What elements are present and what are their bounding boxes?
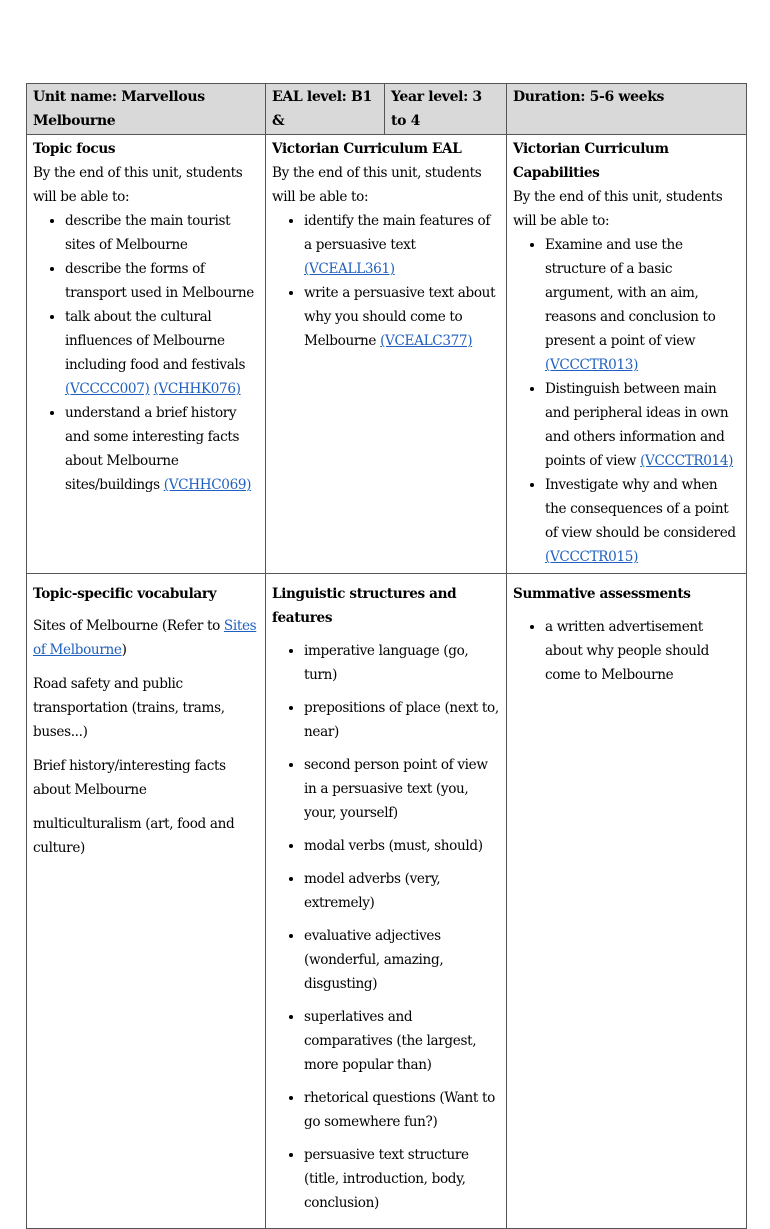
list-item: • a written advertisement about why people should come to Melbourne xyxy=(545,615,740,687)
list-item-text: identify the main features of a persuasive text xyxy=(304,213,490,253)
vocabulary-item: Road safety and public transportation (trains, trams, buses...) xyxy=(33,676,225,740)
topic-focus-intro: By the end of this unit, students will be able to: xyxy=(33,165,243,205)
curriculum-code-link[interactable]: (VCCCC007) xyxy=(65,381,150,397)
vc-eal-list xyxy=(272,209,500,353)
list-item xyxy=(65,257,259,305)
topic-focus-list xyxy=(33,209,259,497)
sites-of-melbourne-link[interactable]: Sites of Melbourne xyxy=(33,618,257,658)
list-item: • modal verbs (must, should) xyxy=(304,834,500,858)
list-item-text: write a persuasive text about why you should come to Melbourne xyxy=(304,285,496,349)
list-item xyxy=(65,209,259,257)
summative-list xyxy=(513,615,740,687)
vc-capabilities-list xyxy=(513,233,740,569)
vc-eal-heading: Victorian Curriculum EAL xyxy=(272,141,462,157)
list-item-text: describe the forms of transport used in Melbourne xyxy=(65,261,254,301)
summative-cell xyxy=(507,574,747,1229)
unit-plan-document xyxy=(26,83,746,1229)
curriculum-code-link[interactable]: (VCCCTR014) xyxy=(640,453,734,469)
list-item-text: understand a brief history and some interesting facts about Melbourne sites/buildings xyxy=(65,405,240,493)
list-item xyxy=(545,233,740,377)
vc-capabilities-intro: By the end of this unit, students will be able to: xyxy=(513,189,723,229)
list-item xyxy=(65,305,259,401)
curriculum-code-link[interactable]: (VCHHC069) xyxy=(163,477,252,493)
list-item: • superlatives and comparatives (the largest, more popular than) xyxy=(304,1005,500,1077)
list-item xyxy=(545,473,740,569)
list-item xyxy=(545,377,740,473)
vocabulary-item xyxy=(33,614,259,662)
unit-name-cell: Unit name: Marvellous Melbourne xyxy=(27,84,266,135)
vocabulary-text: Sites of Melbourne (Refer to xyxy=(33,618,224,634)
list-item xyxy=(304,209,500,281)
list-item: • rhetorical questions (Want to go somewhere fun?) xyxy=(304,1086,500,1134)
topic-focus-heading: Topic focus xyxy=(33,141,116,157)
vc-eal-cell xyxy=(266,135,507,574)
topic-focus-cell xyxy=(27,135,266,574)
list-item xyxy=(65,401,259,497)
vocabulary-cell xyxy=(27,574,266,1229)
curriculum-code-link[interactable]: (VCCCTR013) xyxy=(545,357,639,373)
content-row xyxy=(27,574,747,1229)
vc-capabilities-heading: Victorian Curriculum Capabilities xyxy=(513,141,669,181)
linguistic-list xyxy=(272,639,500,1215)
header-row xyxy=(27,84,747,135)
list-item: • second person point of view in a persuasive text (you, your, yourself) xyxy=(304,753,500,825)
curriculum-code-link[interactable]: (VCEALL361) xyxy=(304,261,395,277)
summative-heading: Summative assessments xyxy=(513,586,691,602)
curriculum-code-link[interactable]: (VCHHK076) xyxy=(153,381,241,397)
curriculum-code-link[interactable]: (VCEALC377) xyxy=(380,333,473,349)
unit-plan-table xyxy=(26,83,747,1229)
list-item-text: Distinguish between main and peripheral ideas in own and others information and points of view xyxy=(545,381,729,469)
list-item-text: Examine and use the structure of a basic argument, with an aim, reasons and conclusion to present a point of view xyxy=(545,237,716,349)
list-item-text: Investigate why and when the consequences of a point of view should be considered xyxy=(545,477,736,541)
vc-eal-intro: By the end of this unit, students will be able to: xyxy=(272,165,482,205)
vocabulary-item: multiculturalism (art, food and culture) xyxy=(33,816,235,856)
linguistic-heading: Linguistic structures and features xyxy=(272,586,457,626)
objectives-row xyxy=(27,135,747,574)
list-item-text: describe the main tourist sites of Melbourne xyxy=(65,213,231,253)
list-item: • evaluative adjectives (wonderful, amazing, disgusting) xyxy=(304,924,500,996)
list-item: • model adverbs (very, extremely) xyxy=(304,867,500,915)
list-item xyxy=(304,281,500,353)
vocabulary-item: Brief history/interesting facts about Melbourne xyxy=(33,758,226,798)
eal-level-cell: EAL level: B1 & xyxy=(266,84,385,135)
curriculum-code-link[interactable]: (VCCCTR015) xyxy=(545,549,639,565)
list-item: • imperative language (go, turn) xyxy=(304,639,500,687)
list-item-text: talk about the cultural influences of Melbourne including food and festivals xyxy=(65,309,246,373)
vc-capabilities-cell xyxy=(507,135,747,574)
year-level-cell: Year level: 3 to 4 xyxy=(385,84,507,135)
list-item: • prepositions of place (next to, near) xyxy=(304,696,500,744)
vocabulary-heading: Topic-specific vocabulary xyxy=(33,586,217,602)
duration-cell: Duration: 5-6 weeks xyxy=(507,84,747,135)
linguistic-cell xyxy=(266,574,507,1229)
list-item: • persuasive text structure (title, introduction, body, conclusion) xyxy=(304,1143,500,1215)
vocabulary-text: ) xyxy=(121,642,127,658)
